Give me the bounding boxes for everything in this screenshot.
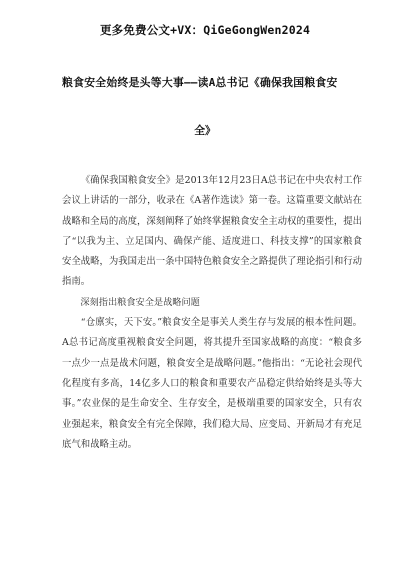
promo-header: 更多免费公文+VX：QiGeGongWen2024 bbox=[99, 23, 311, 37]
document-body bbox=[62, 171, 362, 455]
document-title-line-1: 粮食安全始终是头等大事——读A总书记《确保我国粮食安 bbox=[62, 76, 338, 89]
body-paragraph: 《确保我国粮食安全》是2013年12月23日A总书记在中央农村工作会议上讲话的一部分，收录在《A著作选读》第一卷。这篇重要文献站在战略和全局的高度，深刻阐释了始终掌握粮食安全主动权的重要性，提出了“以我为主、立足国内、确保产能、适度进口、科技支撑”的国家粮食安全战略，为我国走出一条中国特色粮食安全之路提供了理论指引和行动指南。 bbox=[62, 175, 363, 288]
body-paragraph: “仓廪实，天下安。”粮食安全是事关人类生存与发展的根本性问题。A总书记高度重视粮食安全问题，将其提升至国家战略的高度：“粮食多一点少一点是战术问题，粮食安全是战略问题。”他指出：“无论社会现代化程度有多高，14亿多人口的粮食和重要农产品稳定供给始终是头等大事。”农业保的是生命安全、生存安全，是极端重要的国家安全，只有农业强起来，粮食安全有完全保障，我们稳大局、应变局、开新局才有充足底气和战略主动。 bbox=[62, 317, 363, 450]
section-subheading: 深刻指出粮食安全是战略问题 bbox=[80, 296, 200, 308]
document-title-line-2: 全》 bbox=[194, 124, 216, 137]
